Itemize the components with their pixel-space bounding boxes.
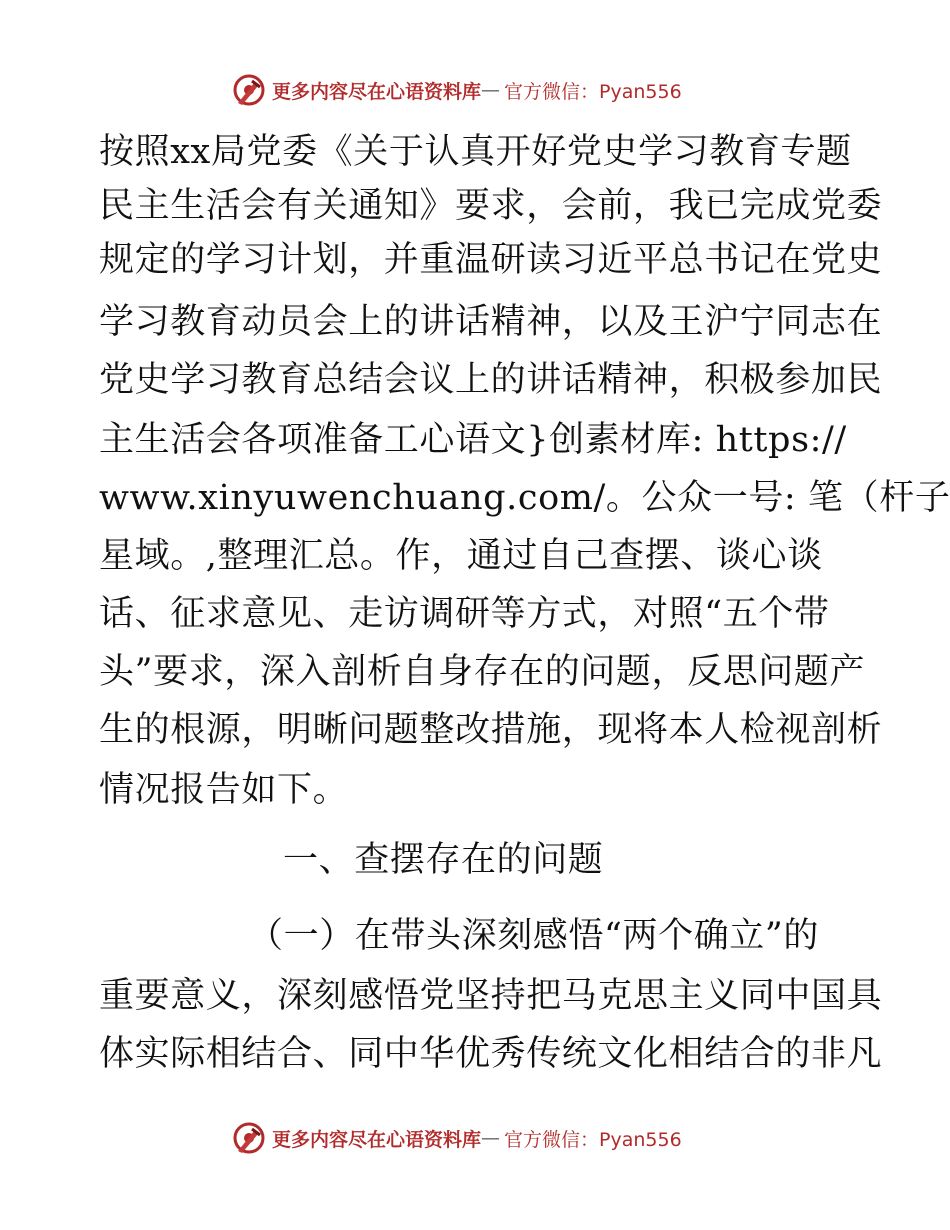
footer-watermark (232, 1118, 752, 1158)
watermark-library-text: 更多内容尽在心语资料库 (272, 80, 482, 103)
pen-logo-icon (232, 73, 266, 107)
subsection-line: 重要意义，深刻感悟党坚持把马克思主义同中国具 (99, 976, 883, 1016)
paragraph-line: 党史学习教育总结会议上的讲话精神，积极参加民 (99, 360, 883, 400)
header-watermark (232, 70, 752, 110)
watermark-library-text: 更多内容尽在心语资料库 (272, 1128, 482, 1151)
paragraph-line: 民主生活会有关通知》要求，会前，我已完成党委 (99, 186, 883, 226)
paragraph-line: 学习教育动员会上的讲话精神，以及王沪宁同志在 (99, 302, 883, 342)
paragraph-line: 按照xx局党委《关于认真开好党史学习教育专题 (99, 132, 852, 172)
subsection-line: 体实际相结合、同中华优秀传统文化相结合的非凡 (99, 1034, 883, 1074)
watermark-wechat-text: 官方微信：Pyan556 (504, 80, 682, 103)
paragraph-line: 星域。,整理汇总。作，通过自己查摆、谈心谈 (99, 536, 823, 576)
paragraph-line: www.xinyuwenchuang.com/。公众一号: 笔（杆子 (99, 478, 950, 518)
watermark-separator: — (481, 1127, 501, 1149)
watermark-separator: — (481, 79, 501, 101)
paragraph-line: 话、征求意见、走访调研等方式，对照“五个带 (99, 594, 830, 634)
pen-logo-icon (232, 1121, 266, 1155)
paragraph-line: 情况报告如下。 (99, 770, 349, 810)
section-heading: 一、查摆存在的问题 (283, 840, 604, 880)
paragraph-line: 生的根源，明晰问题整改措施，现将本人检视剖析 (99, 710, 883, 750)
paragraph-line: 规定的学习计划，并重温研读习近平总书记在党史 (99, 240, 883, 280)
subsection-line: （一）在带头深刻感悟“两个确立”的 (248, 916, 819, 956)
paragraph-line: 主生活会各项准备工心语文}创素材库: https:// (99, 420, 847, 460)
paragraph-line: 头”要求，深入剖析自身存在的问题，反思问题产 (99, 652, 866, 692)
watermark-wechat-text: 官方微信：Pyan556 (504, 1128, 682, 1151)
